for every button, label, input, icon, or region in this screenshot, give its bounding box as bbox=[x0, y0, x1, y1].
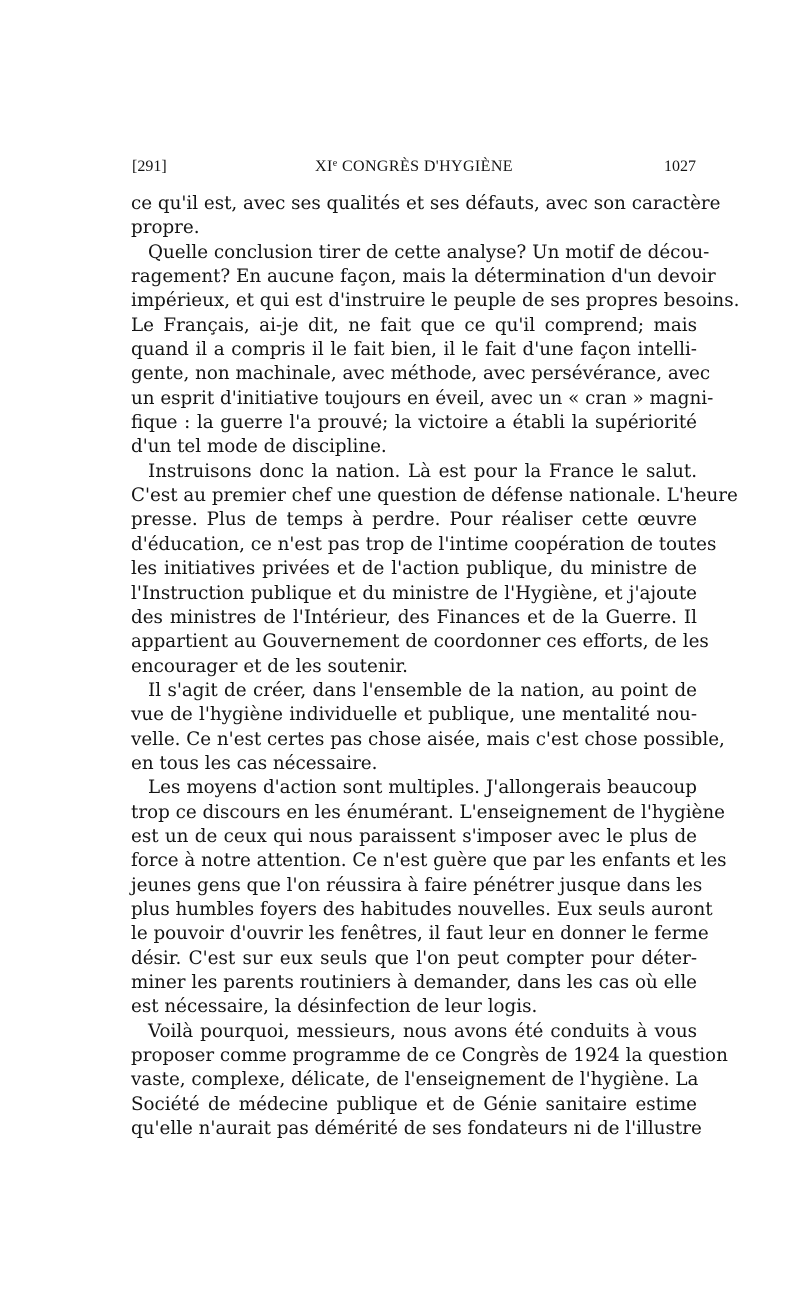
text-line: proposer comme programme de ce Congrès de 1924 la question bbox=[131, 1045, 728, 1067]
text-line: d'un tel mode de discipline. bbox=[131, 436, 387, 458]
running-title-text: CONGRÈS D'HYGIÈNE bbox=[337, 158, 513, 175]
page-number-left: [291] bbox=[132, 158, 167, 175]
text-line: Instruisons donc la nation. Là est pour la France le salut. bbox=[148, 460, 697, 482]
text-line: est un de ceux qui nous paraissent s'imposer avec le plus de bbox=[131, 825, 697, 847]
text-line: velle. Ce n'est certes pas chose aisée, mais c'est chose possible, bbox=[131, 728, 725, 750]
text-line: trop ce discours en les énumérant. L'enseignement de l'hygiène bbox=[131, 801, 725, 823]
text-line: C'est au premier chef une question de défense nationale. L'heure bbox=[131, 485, 738, 507]
text-line: Les moyens d'action sont multiples. J'allongerais beaucoup bbox=[148, 777, 697, 799]
text-line: des ministres de l'Intérieur, des Finances et de la Guerre. Il bbox=[131, 606, 697, 628]
text-line: qu'elle n'aurait pas démérité de ses fondateurs ni de l'illustre bbox=[131, 1118, 702, 1140]
running-title-numeral: XI bbox=[315, 158, 333, 175]
text-line: presse. Plus de temps à perdre. Pour réaliser cette œuvre bbox=[131, 509, 697, 531]
text-line: quand il a compris il le fait bien, il le fait d'une façon intelli- bbox=[131, 339, 697, 361]
page-number-right: 1027 bbox=[664, 158, 696, 175]
text-line: Voilà pourquoi, messieurs, nous avons été conduits à vous bbox=[148, 1020, 697, 1042]
running-title-superscript: e bbox=[332, 158, 338, 169]
text-line: ragement? En aucune façon, mais la détermination d'un devoir bbox=[131, 266, 716, 288]
text-line: désir. C'est sur eux seuls que l'on peut compter pour déter- bbox=[131, 947, 697, 969]
text-line: encourager et de les soutenir. bbox=[131, 655, 408, 677]
text-line: vue de l'hygiène individuelle et publique, une mentalité nou- bbox=[131, 704, 697, 726]
running-title bbox=[132, 158, 696, 176]
text-line: impérieux, et qui est d'instruire le peuple de ses propres besoins. bbox=[131, 290, 740, 312]
text-line: est nécessaire, la désinfection de leur logis. bbox=[131, 996, 538, 1018]
running-header bbox=[132, 158, 696, 182]
text-line: d'éducation, ce n'est pas trop de l'intime coopération de toutes bbox=[131, 533, 717, 555]
text-line: l'Instruction publique et du ministre de l'Hygiène, et j'ajoute bbox=[131, 582, 697, 604]
text-line: miner les parents routiniers à demander, dans les cas où elle bbox=[131, 972, 697, 993]
text-line: un esprit d'initiative toujours en éveil, avec un « cran » magni- bbox=[131, 387, 714, 409]
text-line: jeunes gens que l'on réussira à faire pénétrer jusque dans les bbox=[131, 874, 703, 896]
text-line: Le Français, ai-je dit, ne fait que ce qu'il comprend; mais bbox=[131, 314, 697, 336]
text-line: propre. bbox=[131, 217, 200, 239]
text-line: en tous les cas nécessaire. bbox=[131, 752, 378, 774]
text-line: fique : la guerre l'a prouvé; la victoire a établi la supériorité bbox=[131, 412, 697, 434]
text-line: Il s'agit de créer, dans l'ensemble de la nation, au point de bbox=[148, 679, 697, 701]
text-line: plus humbles foyers des habitudes nouvelles. Eux seuls auront bbox=[131, 898, 713, 920]
text-line: Société de médecine publique et de Génie sanitaire estime bbox=[131, 1093, 697, 1115]
text-line: vaste, complexe, délicate, de l'enseignement de l'hygiène. La bbox=[131, 1069, 699, 1091]
text-line: Quelle conclusion tirer de cette analyse? Un motif de décou- bbox=[148, 241, 710, 263]
text-line: force à notre attention. Ce n'est guère que par les enfants et les bbox=[131, 850, 727, 872]
text-line: les initiatives privées et de l'action publique, du ministre de bbox=[131, 558, 697, 580]
text-line: le pouvoir d'ouvrir les fenêtres, il faut leur en donner le ferme bbox=[131, 923, 709, 945]
text-line: gente, non machinale, avec méthode, avec persévérance, avec bbox=[131, 363, 711, 385]
page-body-text bbox=[131, 192, 740, 1141]
text-line: ce qu'il est, avec ses qualités et ses défauts, avec son caractère bbox=[131, 193, 721, 214]
text-line: appartient au Gouvernement de coordonner ces efforts, de les bbox=[131, 631, 709, 653]
